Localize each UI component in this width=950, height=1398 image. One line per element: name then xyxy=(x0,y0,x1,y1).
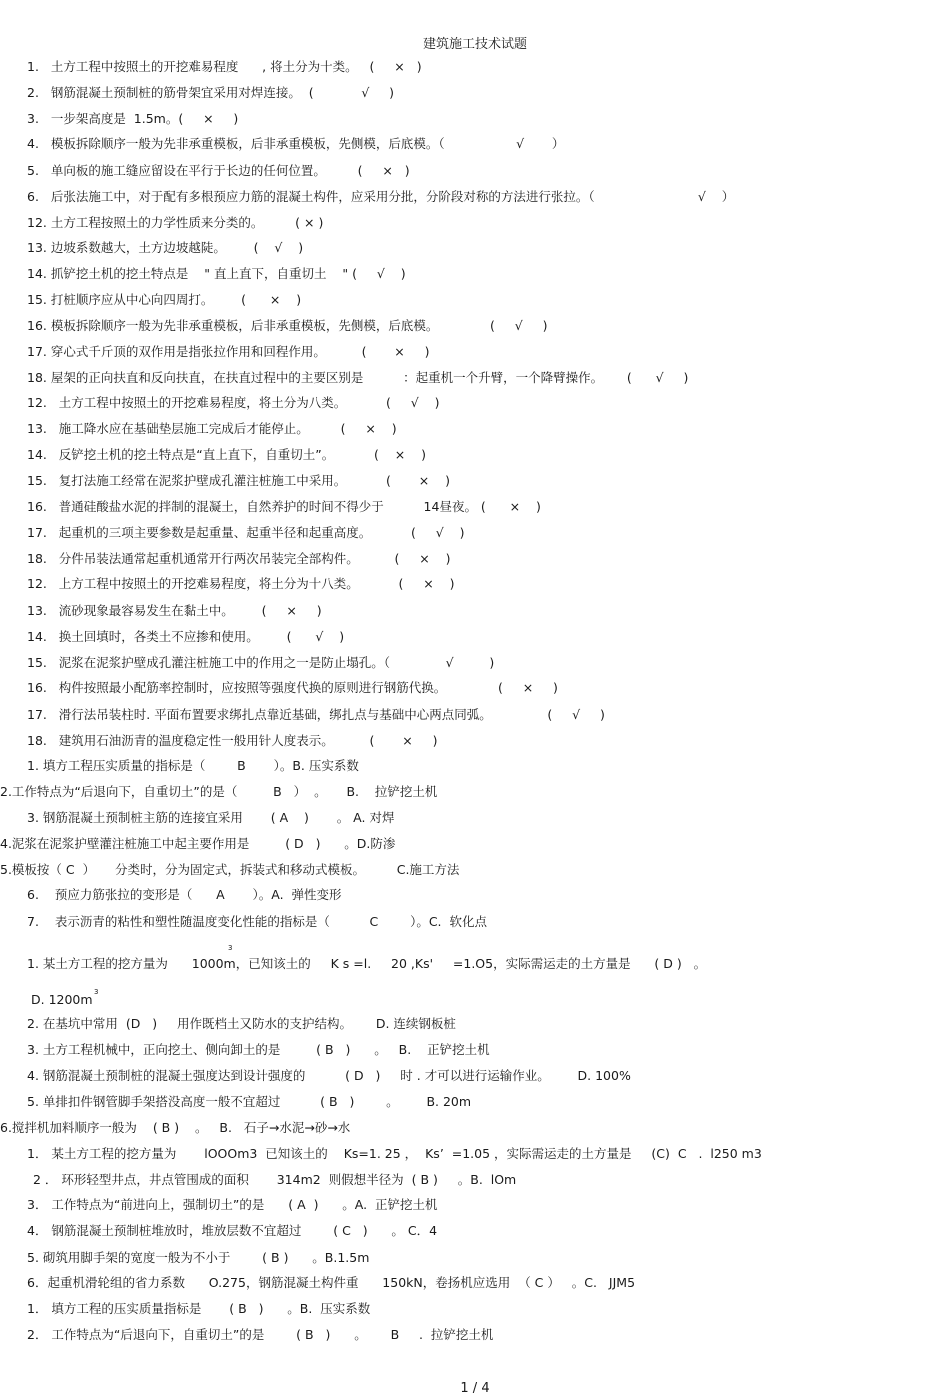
text-line: 14. 抓铲挖土机的挖土特点是 " 直上直下，自重切土 " ( √ ) xyxy=(27,266,406,281)
text-line: 14. 换土回填时，各类土不应掺和使用。 ( √ ) xyxy=(27,629,345,644)
text-line: 1. 某土方工程的挖方量为 1000m，已知该土的 K s =l. 20 ,Ks' =1.O5，实际需运走的土方量是 ( D ) 。 xyxy=(27,956,707,971)
page-indicator: 1 / 4 xyxy=(460,1381,490,1396)
text-line: 2. 在基坑中常用 (D ) 用作既档土又防水的支护结构。 D. 连续钢板桩 xyxy=(27,1016,456,1031)
text-line: 17. 起重机的三项主要参数是起重量、起重半径和起重高度。 ( √ ) xyxy=(27,525,465,540)
text-line: 3. 土方工程机械中，正向挖土、侧向卸土的是 ( B ) 。 B. 正铲挖土机 xyxy=(27,1042,490,1057)
text-line: 5. 单排扣件钢管脚手架搭没高度一般不宜超过 ( B ) 。 B. 20m xyxy=(27,1094,472,1109)
text-line: 17. 穿心式千斤顶的双作用是指张拉作用和回程作用。 ( × ) xyxy=(27,344,430,359)
text-line: 5.模板按（ C ） 分类时，分为固定式，拆装式和移动式模板。 C.施工方法 xyxy=(0,862,460,877)
text-line: 16. 构件按照最小配筋率控制时，应按照等强度代换的原则进行钢筋代换。 ( × ) xyxy=(27,680,558,695)
text-line: 4.泥浆在泥浆护壁灌注桩施工中起主要作用是 ( D ) 。D.防渗 xyxy=(0,836,396,851)
text-line: 6. 预应力筋张拉的变形是（ A ）。A. 弹性变形 xyxy=(27,887,342,902)
text-line: 2. 钢筋混凝土预制桩的筋骨架宜采用对焊连接。 ( √ ) xyxy=(27,85,395,100)
text-line: 5. 砌筑用脚手架的宽度一般为不小于 ( B ) 。B.1.5m xyxy=(27,1250,370,1265)
text-line: 1． 填方工程的压实质量指标是 ( B ) 。B. 压实系数 xyxy=(27,1301,371,1316)
text-line: 18. 建筑用石油沥青的温度稳定性一般用针人度表示。 ( × ) xyxy=(27,733,438,748)
text-line: 15. 打桩顺序应从中心向四周打。 ( × ) xyxy=(27,292,302,307)
text-line: 12. 土方工程中按照土的开挖难易程度，将土分为八类。 ( √ ) xyxy=(27,395,440,410)
text-line: 3． 工作特点为“前进向上，强制切土”的是 ( A ) 。A. 正铲挖土机 xyxy=(27,1197,438,1212)
text-line: 6.搅拌机加料顺序一般为 ( B ) 。 B. 石子→水泥→砂→水 xyxy=(0,1120,351,1135)
text-line: 6．起重机滑轮组的省力系数 O.275，钢筋混凝土构件重 150kN，卷扬机应选用 （ C ） 。C. JJM5 xyxy=(27,1275,636,1290)
page-title: 建筑施工技术试题 xyxy=(422,37,527,52)
text-line: 2 ． 环形轻型井点，井点管围成的面积 314m2 则假想半径为 ( B ) 。B. lOm xyxy=(33,1172,517,1187)
text-line: 15. 复打法施工经常在泥浆护壁成孔灌注桩施工中采用。 ( × ) xyxy=(27,473,450,488)
text-line: D. 1200m xyxy=(31,992,93,1007)
text-line: 17. 滑行法吊装柱时. 平面布置要求绑扎点靠近基础，绑扎点与基础中心两点同弧。 ( √ ) xyxy=(27,707,605,722)
text-line: 18. 屋架的正向扶直和反向扶直，在扶直过程中的主要区别是 ：起重机一个升臂，一个降臂操作。 ( √ ) xyxy=(27,370,689,385)
text-line: 5. 单向板的施工缝应留设在平行于长边的任何位置。 ( × ) xyxy=(27,163,410,178)
text-line: 4. 模板拆除顺序一般为先非承重模板，后非承重模板，先侧模，后底模。（ √ ） xyxy=(27,136,565,151)
text-line: 16. 普通硅酸盐水泥的拌制的混凝土，自然养护的时间不得少于 14昼夜。 ( × ) xyxy=(27,499,541,514)
superscript-mark: 3 xyxy=(94,988,99,996)
text-line: 3. 钢筋混凝土预制桩主筋的连接宜采用 ( A ) 。 A. 对焊 xyxy=(27,810,395,825)
text-line: 1. 土方工程中按照土的开挖难易程度 , 将土分为十类。 ( × ) xyxy=(27,59,422,74)
text-line: 6. 后张法施工中，对于配有多根预应力筋的混凝土构件，应采用分批，分阶段对称的方法进行张拉。（ √ ） xyxy=(27,189,735,204)
text-line: 4． 钢筋混凝土预制桩堆放时，堆放层数不宜超过 ( C ) 。 C．4 xyxy=(27,1223,438,1238)
text-line: 1. 填方工程压实质量的指标是（ B ）。B. 压实系数 xyxy=(27,758,359,773)
text-line: 2.工作特点为“后退向下，自重切土”的是（ B ） 。 B. 拉铲挖土机 xyxy=(0,784,438,799)
text-line: 12. 上方工程中按照土的开挖难易程度，将土分为十八类。 ( × ) xyxy=(27,576,455,591)
text-line: 2． 工作特点为“后退向下，自重切土”的是 ( B ) 。 B . 拉铲挖土机 xyxy=(27,1327,494,1342)
text-line: 14. 反铲挖土机的挖土特点是“直上直下，自重切土”。 ( × ) xyxy=(27,447,426,462)
text-line: 1． 某土方工程的挖方量为 lOOOm3 已知该土的 Ks=1. 25 ， Ks’ =1.05 ，实际需运走的土方量是 (C) C . l250 m3 xyxy=(27,1146,762,1161)
text-line: 3. 一步架高度是 1.5m。( × ) xyxy=(27,111,239,126)
text-line: 18. 分件吊装法通常起重机通常开行两次吊装完全部构件。 ( × ) xyxy=(27,551,451,566)
text-line: 16. 模板拆除顺序一般为先非承重模板，后非承重模板，先侧模，后底模。 ( √ ) xyxy=(27,318,548,333)
text-line: 13. 流砂现象最容易发生在黏土中。 ( × ) xyxy=(27,603,322,618)
text-line: 13. 边坡系数越大，土方边坡越陡。 ( √ ) xyxy=(27,240,304,255)
text-line: 12. 土方工程按照土的力学性质来分类的。 ( × ) xyxy=(27,215,324,230)
text-line: 15. 泥浆在泥浆护壁成孔灌注桩施工中的作用之一是防止塌孔。（ √ ) xyxy=(27,655,495,670)
text-line: 13. 施工降水应在基础垫层施工完成后才能停止。 ( × ) xyxy=(27,421,397,436)
text-line: 7. 表示沥青的粘性和塑性随温度变化性能的指标是（ C ）。C. 软化点 xyxy=(27,914,487,929)
superscript-mark: 3 xyxy=(228,944,233,952)
text-line: 4. 钢筋混凝土预制桩的混凝土强度达到设计强度的 ( D ) 时 . 才可以进行运输作业。 D. 100% xyxy=(27,1068,631,1083)
